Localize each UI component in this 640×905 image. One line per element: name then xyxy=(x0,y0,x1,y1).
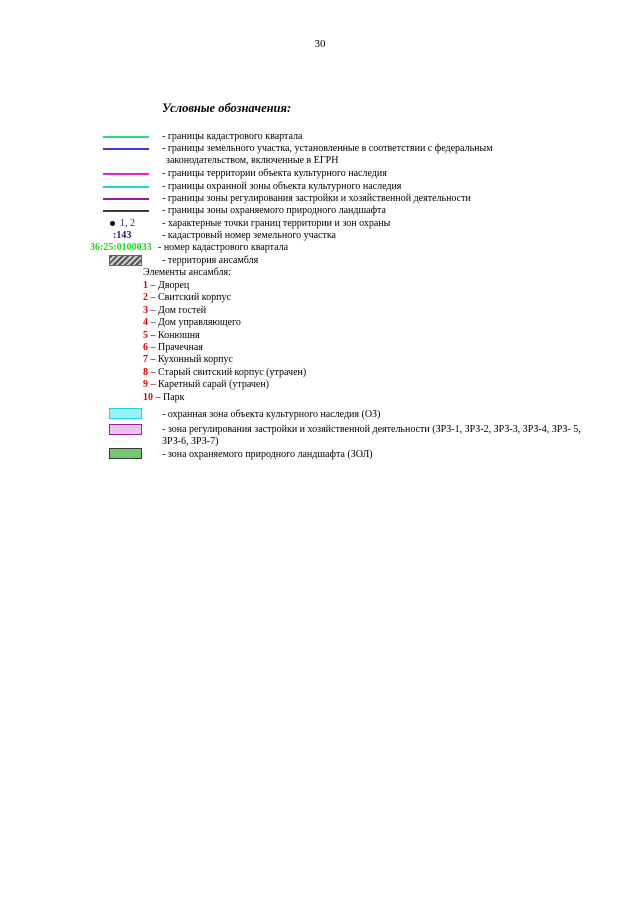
heritage-protection-label: - границы охранной зоны объекта культурного наследия xyxy=(162,181,402,192)
heritage-protection-line xyxy=(103,186,149,188)
ensemble-element xyxy=(143,342,203,354)
cadastral-quarter-line xyxy=(103,136,149,138)
ensemble-element-number: 6 xyxy=(143,342,148,353)
ensemble-element xyxy=(143,280,189,292)
zol-label: - зона охраняемого природного ландшафта (ЗОЛ) xyxy=(162,449,373,460)
ensemble-element xyxy=(143,392,185,404)
cadastral-quarter-label: - границы кадастрового квартала xyxy=(162,131,303,142)
ensemble-element xyxy=(143,354,233,366)
ensemble-element xyxy=(143,379,269,391)
ensemble-element xyxy=(143,292,231,304)
land-plot-label: - границы земельного участка, установленные в соответствии с федеральным xyxy=(162,143,493,154)
ensemble-element-number: 3 xyxy=(143,304,148,316)
heritage-territory-line xyxy=(103,173,149,175)
ensemble-territory-swatch xyxy=(109,255,142,266)
heritage-territory-label: - границы территории объекта культурного наследия xyxy=(162,168,387,179)
zol-swatch xyxy=(109,448,142,459)
ensemble-element xyxy=(143,330,200,342)
ensemble-element-name: – Прачечная xyxy=(150,342,203,353)
cadastral-quarter-number-label: - номер кадастрового квартала xyxy=(158,242,289,253)
cadastral-plot-symbol: :143 xyxy=(113,230,132,241)
oz-label: - охранная зона объекта культурного наследия (ОЗ) xyxy=(162,409,381,420)
oz-swatch xyxy=(109,408,142,419)
land-plot-label-cont: законодательством, включенные в ЕГРН xyxy=(166,155,339,166)
zrz-swatch xyxy=(109,424,142,435)
ensemble-element-name: – Конюшня xyxy=(150,329,200,341)
ensemble-element-number: 10 xyxy=(143,391,153,403)
ensemble-element-name: – Дом гостей xyxy=(150,304,207,316)
ensemble-element-number: 4 xyxy=(143,317,148,329)
ensemble-element-number: 8 xyxy=(143,366,148,378)
ensemble-element xyxy=(143,317,241,329)
ensemble-heading: Элементы ансамбля: xyxy=(143,267,231,278)
development-regulation-label: - границы зоны регулирования застройки и хозяйственной деятельности xyxy=(162,193,471,204)
legend-title: Условные обозначения: xyxy=(162,101,292,115)
ensemble-element-number: 1 xyxy=(143,280,148,291)
points-symbol: 1, 2 xyxy=(120,218,135,229)
ensemble-element-name: – Кухонный корпус xyxy=(150,354,233,366)
ensemble-territory-label: - территория ансамбля xyxy=(162,255,259,266)
ensemble-element-number: 5 xyxy=(143,329,148,341)
ensemble-element-name: – Старый свитский корпус (утрачен) xyxy=(150,366,307,378)
ensemble-element-number: 9 xyxy=(143,379,148,391)
ensemble-element-number: 2 xyxy=(143,292,148,304)
page-number: 30 xyxy=(314,38,326,50)
land-plot-line xyxy=(103,148,149,150)
zrz-label: - зона регулирования застройки и хозяйственной деятельности (ЗРЗ-1, ЗРЗ-2, ЗРЗ-3, ЗРЗ-4, ЗРЗ- 5, ЗРЗ-6, ЗРЗ-7) xyxy=(162,424,581,447)
point-dot-icon xyxy=(110,221,115,226)
ensemble-element-name: – Дворец xyxy=(150,280,190,291)
cadastral-quarter-symbol: 36:25:0100033 xyxy=(90,242,152,253)
ensemble-element-name: – Каретный сарай (утрачен) xyxy=(150,379,270,391)
ensemble-element-name: – Дом управляющего xyxy=(150,317,241,329)
landscape-zone-line xyxy=(103,210,149,212)
ensemble-element-number: 7 xyxy=(143,354,148,366)
cadastral-plot-label: - кадастровый номер земельного участка xyxy=(162,230,336,241)
ensemble-element xyxy=(143,305,206,317)
landscape-zone-label: - границы зоны охраняемого природного ландшафта xyxy=(162,205,386,216)
ensemble-element-name: – Свитский корпус xyxy=(150,292,231,304)
ensemble-element xyxy=(143,367,306,379)
points-label: - характерные точки границ территории и зон охраны xyxy=(162,218,391,229)
development-regulation-line xyxy=(103,198,149,200)
ensemble-element-name: – Парк xyxy=(155,391,185,403)
